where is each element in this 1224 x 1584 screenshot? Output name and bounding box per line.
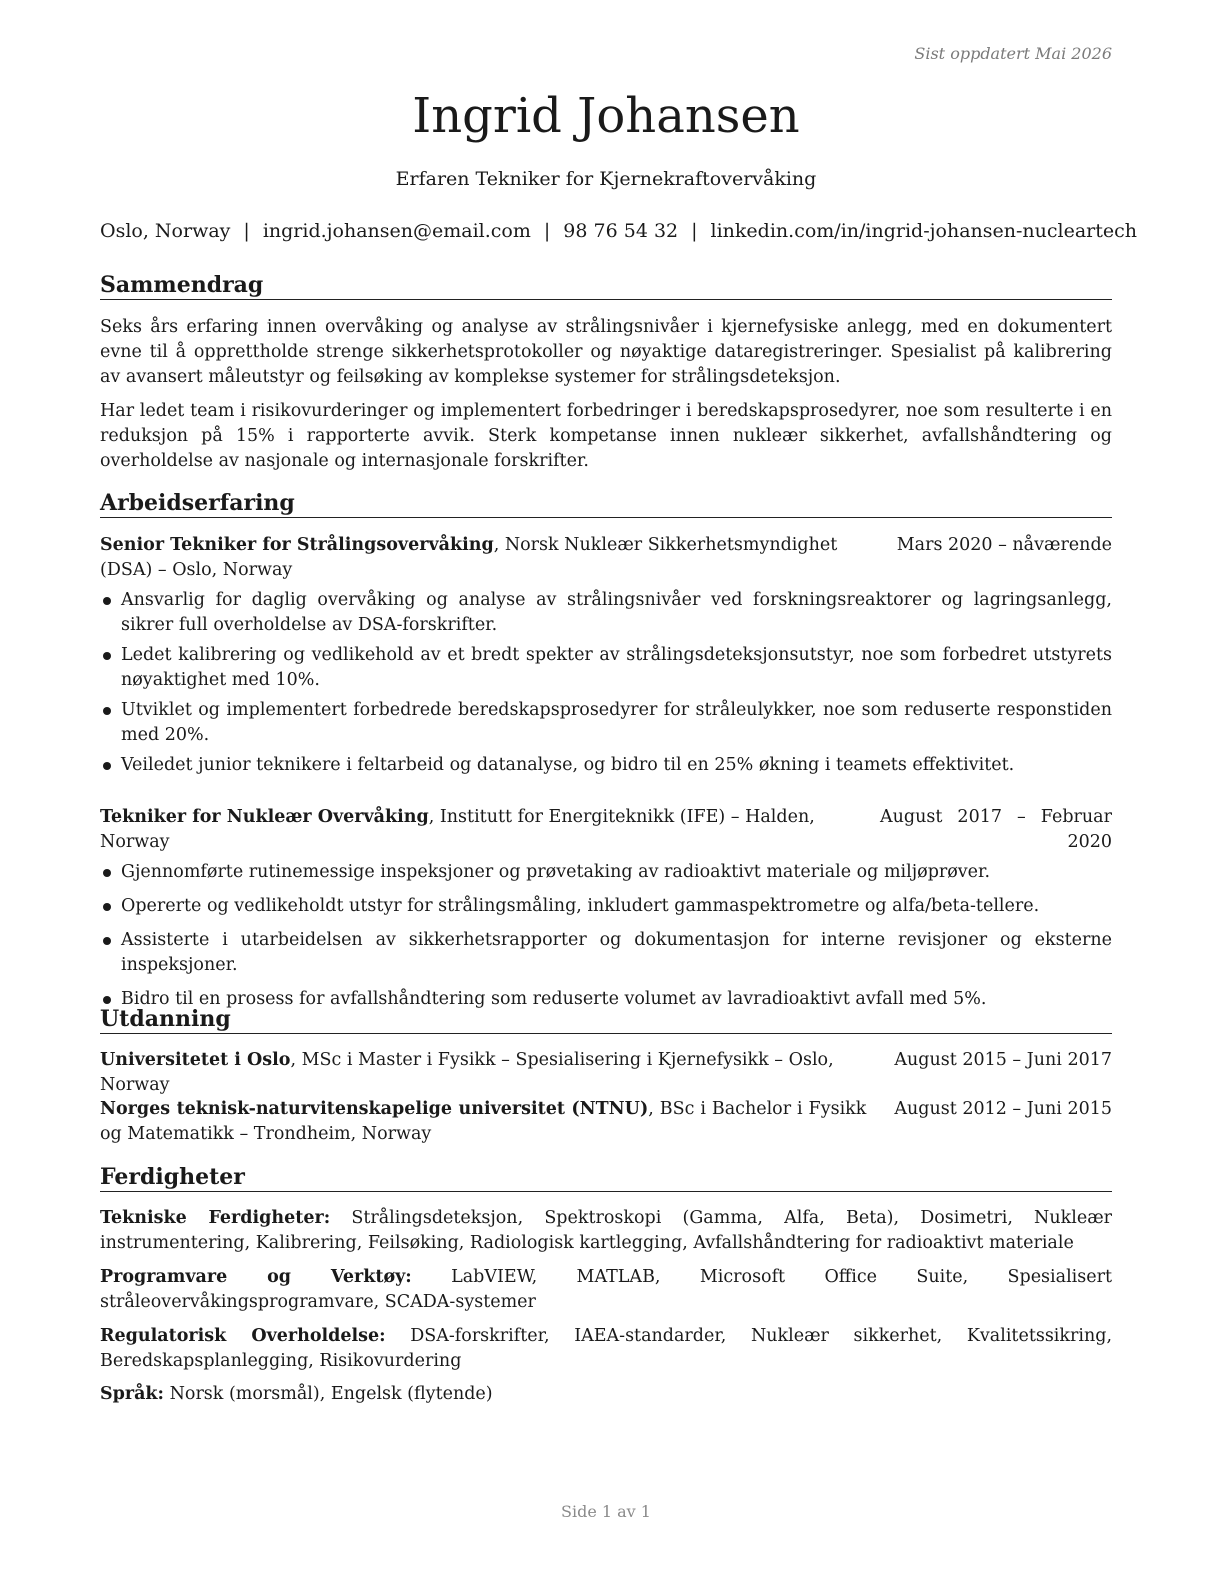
education-item (100, 1048, 1112, 1098)
contact-linkedin[interactable]: linkedin.com/in/ingrid-johansen-nucleartech (710, 220, 1138, 242)
skill-group (100, 1382, 1112, 1407)
education-dates: August 2015 – Juni 2017 (894, 1050, 1112, 1070)
job-role: Senior Tekniker for Strålingsovervåking (100, 535, 494, 555)
list-item: Opererte og vedlikeholdt utstyr for strålingsmåling, inkludert gammaspektrometre og alfa/beta-tellere. (100, 894, 1112, 919)
job-details: , Institutt for Energiteknikk (IFE) – Halden, Norway (100, 807, 815, 852)
education-school: Norges teknisk-naturvitenskapelige universitet (NTNU) (100, 1099, 649, 1119)
skill-group (100, 1206, 1112, 1256)
contact-separator: | (691, 220, 698, 242)
last-updated: Sist oppdatert Mai 2026 (914, 44, 1112, 63)
section-title-education: Utdanning (100, 1006, 1112, 1034)
skill-text: Norsk (morsmål), Engelsk (flytende) (164, 1384, 493, 1404)
list-item: Bidro til en prosess for avfallshåndtering som reduserte volumet av lavradioaktivt avfall med 5%. (100, 987, 1112, 1012)
contact-phone: 98 76 54 32 (563, 220, 679, 242)
list-item: Veiledet junior teknikere i feltarbeid og datanalyse, og bidro til en 25% økning i teamets effektivitet. (100, 753, 1112, 778)
skill-group (100, 1324, 1112, 1374)
contact-location: Oslo, Norway (100, 220, 231, 242)
contact-separator: | (243, 220, 250, 242)
section-title-summary: Sammendrag (100, 272, 1112, 300)
list-item: Utviklet og implementert forbedrede beredskapsprosedyrer for stråleulykker, noe som reduserte responstiden med 20%. (100, 698, 1112, 748)
job-header (100, 805, 1112, 855)
skill-label: Programvare og Verktøy: (100, 1267, 412, 1287)
job-details: , Norsk Nukleær Sikkerhetsmyndighet (DSA) – Oslo, Norway (100, 535, 838, 580)
section-title-skills: Ferdigheter (100, 1164, 1112, 1192)
education-details: , BSc i Bachelor i Fysikk og Matematikk – Trondheim, Norway (100, 1099, 867, 1144)
contact-separator: | (543, 220, 551, 242)
list-item: Assisterte i utarbeidelsen av sikkerhetsrapporter og dokumentasjon for interne revisjoner og eksterne inspeksjoner. (100, 928, 1112, 978)
list-item: Gjennomførte rutinemessige inspeksjoner og prøvetaking av radioaktivt materiale og miljøprøver. (100, 860, 1112, 885)
job-bullets (100, 588, 1112, 783)
education-details: , MSc i Master i Fysikk – Spesialisering i Kjernefysikk – Oslo, Norway (100, 1050, 834, 1095)
skill-text: DSA-forskrifter, IAEA-standarder, Nukleær sikkerhet, Kvalitetssikring, Beredskapsplanlegging, Risikovurdering (100, 1326, 1113, 1371)
education-dates: August 2012 – Juni 2015 (894, 1099, 1112, 1119)
job-role: Tekniker for Nukleær Overvåking (100, 807, 429, 827)
skill-group (100, 1265, 1112, 1315)
resume-page (100, 0, 1138, 1584)
summary-paragraph: Har ledet team i risikovurderinger og implementert forbedringer i beredskapsprosedyrer, noe som resulterte i en reduksjon på 15% i rapporterte avvik. Sterk kompetanse innen nukleær sikkerhet, avfallshåndtering og overholdelse av nasjonale og internasjonale forskrifter. (100, 401, 1112, 471)
page-number: Side 1 av 1 (561, 1502, 651, 1521)
summary-paragraph: Seks års erfaring innen overvåking og analyse av strålingsnivåer i kjernefysiske anlegg, med en dokumentert evne til å opprettholde strenge sikkerhetsprotokoller og nøyaktige dataregistreringer. Spesialist på kalibrering av avansert måleutstyr og feilsøking av komplekse systemer for strålingsdeteksjon. (100, 317, 1112, 387)
skill-text: Strålingsdeteksjon, Spektroskopi (Gamma, Alfa, Beta), Dosimetri, Nukleær instrumentering, Kalibrering, Feilsøking, Radiologisk kartlegging, Avfallshåndtering for radioaktivt materiale (100, 1208, 1113, 1253)
list-item: Ansvarlig for daglig overvåking og analyse av strålingsnivåer ved forskningsreaktorer og lagringsanlegg, sikrer full overholdelse av DSA-forskrifter. (100, 588, 1112, 638)
list-item: Ledet kalibrering og vedlikehold av et bredt spekter av strålingsdeteksjonsutstyr, noe som forbedret utstyrets nøyaktighet med 10%. (100, 643, 1112, 693)
candidate-title: Erfaren Tekniker for Kjernekraftovervåking (395, 168, 817, 190)
job-dates: August 2017 – Februar 2020 (880, 807, 1112, 852)
section-title-experience: Arbeidserfaring (100, 490, 1112, 518)
candidate-name: Ingrid Johansen (412, 88, 800, 144)
skill-label: Språk: (100, 1384, 165, 1404)
contact-email[interactable]: ingrid.johansen@email.com (262, 220, 531, 242)
contact-line (100, 219, 1138, 243)
job-header (100, 533, 1112, 583)
skill-text: LabVIEW, MATLAB, Microsoft Office Suite, Spesialisert stråleovervåkingsprogramvare, SCADA-systemer (100, 1267, 1112, 1312)
job-dates: Mars 2020 – nåværende (896, 535, 1112, 555)
education-item (100, 1097, 1112, 1147)
job-bullets (100, 860, 1112, 1021)
education-school: Universitetet i Oslo (100, 1050, 291, 1070)
skill-label: Tekniske Ferdigheter: (100, 1208, 331, 1228)
skill-label: Regulatorisk Overholdelse: (100, 1326, 386, 1346)
